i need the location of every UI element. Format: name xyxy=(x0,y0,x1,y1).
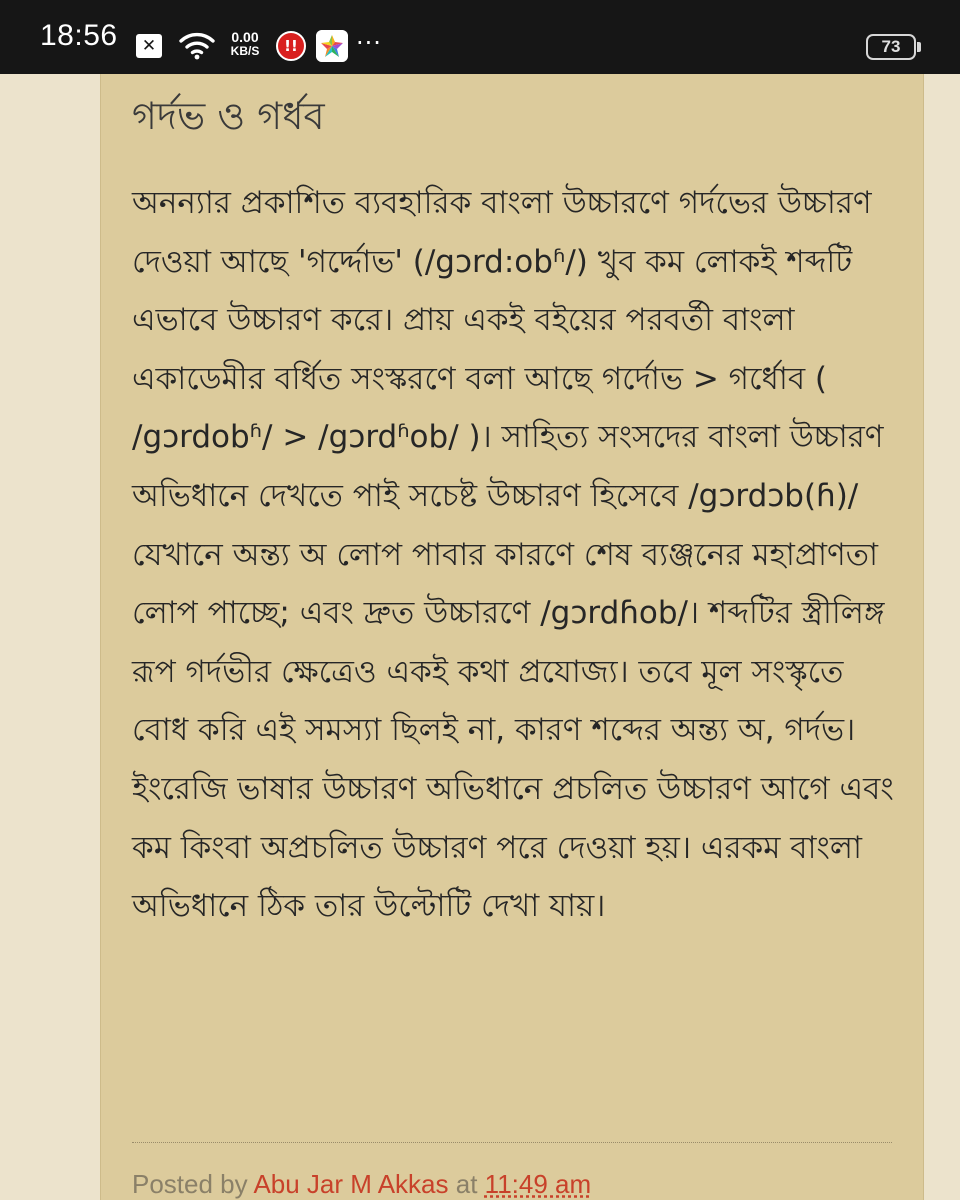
more-dots-icon: ··· xyxy=(356,29,382,57)
app-notification-icon: !! xyxy=(276,31,306,61)
post-timestamp-link[interactable]: 11:49 am xyxy=(484,1169,592,1199)
posted-by-label: Posted by xyxy=(132,1169,248,1199)
blog-post xyxy=(100,74,924,1200)
at-label: at xyxy=(455,1169,478,1199)
post-footer xyxy=(132,1164,892,1200)
battery-icon: 73 xyxy=(866,34,916,60)
status-bar xyxy=(0,0,960,74)
status-time: 18:56 xyxy=(40,19,118,52)
post-body: অনন্যার প্রকাশিত ব্যবহারিক বাংলা উচ্চারণে গর্দভের উচ্চারণ দেওয়া আছে 'গর্দ্দোভ' (/gɔrd:obʱ/) খুব কম লোকই শব্দটি এভাবে উচ্চারণ করে। প্রায় একই বইয়ের পরবর্তী বাংলা একাডেমীর বর্ধিত সংস্করণে বলা আছে গর্দোভ > গর্ধোব ( /gɔrdobʱ/ > /gɔrdʱob/ )। সাহিত্য সংসদের বাংলা উচ্চারণ অভিধানে দেখতে পাই সচেষ্ট উচ্চারণ হিসেবে /gɔrdɔb(ɦ)/ যেখানে অন্ত্য অ লোপ পাবার কারণে শেষ ব্যঞ্জনের মহাপ্রাণতা লোপ পাচ্ছে; এবং দ্রুত উচ্চারণে /gɔrdɦob/। শব্দটির স্ত্রীলিঙ্গ রূপ গর্দভীর ক্ষেত্রেও একই কথা প্রযোজ্য। তবে মূল সংস্কৃতে বোধ করি এই সমস্যা ছিলই না, কারণ শব্দের অন্ত্য অ, গর্দভ। ইংরেজি ভাষার উচ্চারণ অভিধানে প্রচলিত উচ্চারণ আগে এবং কম কিংবা অপ্রচলিত উচ্চারণ পরে দেওয়া হয়। এরকম বাংলা অভিধানে ঠিক তার উল্টোটি দেখা যায়। xyxy=(132,185,894,925)
colorful-star-app-icon xyxy=(316,30,348,62)
battery-tip xyxy=(917,42,921,52)
post-title[interactable]: গর্দভ ও গর্ধব xyxy=(132,94,325,138)
author-link[interactable]: Abu Jar M Akkas xyxy=(253,1169,449,1199)
close-box-icon: ✕ xyxy=(136,34,162,58)
network-speed-value: 0.00 xyxy=(231,29,259,45)
network-speed xyxy=(224,30,266,58)
network-speed-unit: KB/S xyxy=(230,44,260,58)
wifi-icon xyxy=(178,30,216,60)
post-divider xyxy=(132,1142,892,1143)
